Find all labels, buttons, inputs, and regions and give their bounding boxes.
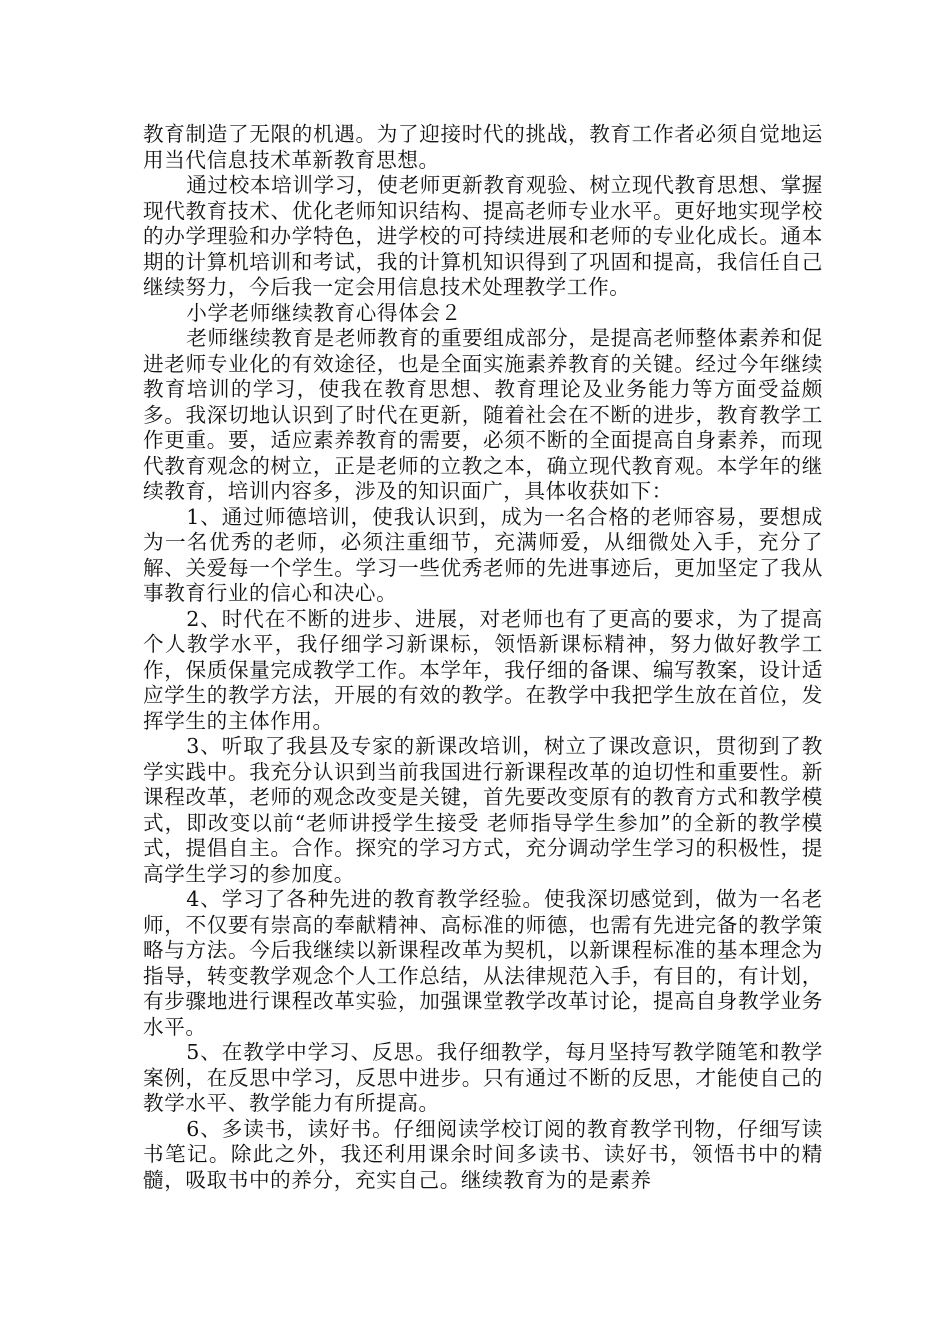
paragraph-continuation: 教育制造了无限的机遇。为了迎接时代的挑战，教育工作者必须自觉地运用当代信息技术革新教育思想。 <box>143 122 823 172</box>
paragraph-item-4: 4、学习了各种先进的教育教学经验。使我深切感觉到，做为一名老师，不仅要有崇高的奉献精神、高标准的师德，也需有先进完备的教学策略与方法。今后我继续以新课程改革为契机，以新课程标准的基本理念为指导，转变教学观念个人工作总结，从法律规范入手，有目的，有计划，有步骤地进行课程改革实验，加强课堂教学改革讨论，提高自身教学业务水平。 <box>143 887 823 1039</box>
document-body <box>143 122 823 1193</box>
paragraph-item-1: 1、通过师德培训，使我认识到，成为一名合格的老师容易，要想成为一名优秀的老师，必须注重细节，充满师爱，从细微处入手，充分了解、关爱每一个学生。学习一些优秀老师的先进事迹后，更加坚定了我从事教育行业的信心和决心。 <box>143 504 823 605</box>
paragraph-item-3: 3、听取了我县及专家的新课改培训，树立了课改意识，贯彻到了教学实践中。我充分认识到当前我国进行新课程改革的迫切性和重要性。新课程改革，老师的观念改变是关键，首先要改变原有的教育方式和教学模式，即改变以前“老师讲授学生接受 老师指导学生参加”的全新的教学模式，提倡自主。合作。探究的学习方式，充分调动学生学习的积极性，提高学生学习的参加度。 <box>143 734 823 886</box>
paragraph-item-6: 6、多读书，读好书。仔细阅读学校订阅的教育教学刊物，仔细写读书笔记。除此之外，我还利用课余时间多读书、读好书，领悟书中的精髓，吸取书中的养分，充实自己。继续教育为的是素养 <box>143 1116 823 1192</box>
paragraph-intro: 老师继续教育是老师教育的重要组成部分，是提高老师整体素养和促进老师专业化的有效途径，也是全面实施素养教育的关键。经过今年继续教育培训的学习，使我在教育思想、教育理论及业务能力等方面受益颇多。我深切地认识到了时代在更新，随着社会在不断的进步，教育教学工作更重。要，适应素养教育的需要，必须不断的全面提高自身素养，而现代教育观念的树立，正是老师的立教之本，确立现代教育观。本学年的继续教育，培训内容多，涉及的知识面广，具体收获如下： <box>143 326 823 503</box>
paragraph-item-2: 2、时代在不断的进步、进展，对老师也有了更高的要求，为了提高个人教学水平，我仔细学习新课标，领悟新课标精神，努力做好教学工作，保质保量完成教学工作。本学年，我仔细的备课、编写教案，设计适应学生的教学方法，开展的有效的教学。在教学中我把学生放在首位，发挥学生的主体作用。 <box>143 606 823 733</box>
section-heading: 小学老师继续教育心得体会２ <box>186 300 462 325</box>
paragraph-item-5: 5、在教学中学习、反思。我仔细教学，每月坚持写教学随笔和教学案例，在反思中学习，反思中进步。只有通过不断的反思，才能使自己的教学水平、教学能力有所提高。 <box>143 1040 823 1115</box>
paragraph-school-training: 通过校本培训学习，使老师更新教育观验、树立现代教育思想、掌握现代教育技术、优化老师知识结构、提高老师专业水平。更好地实现学校的办学理验和办学特色，进学校的可持续进展和老师的专业化成长。通本期的计算机培训和考试，我的计算机知识得到了巩固和提高，我信任自己继续努力，今后我一定会用信息技术处理教学工作。 <box>143 173 823 299</box>
